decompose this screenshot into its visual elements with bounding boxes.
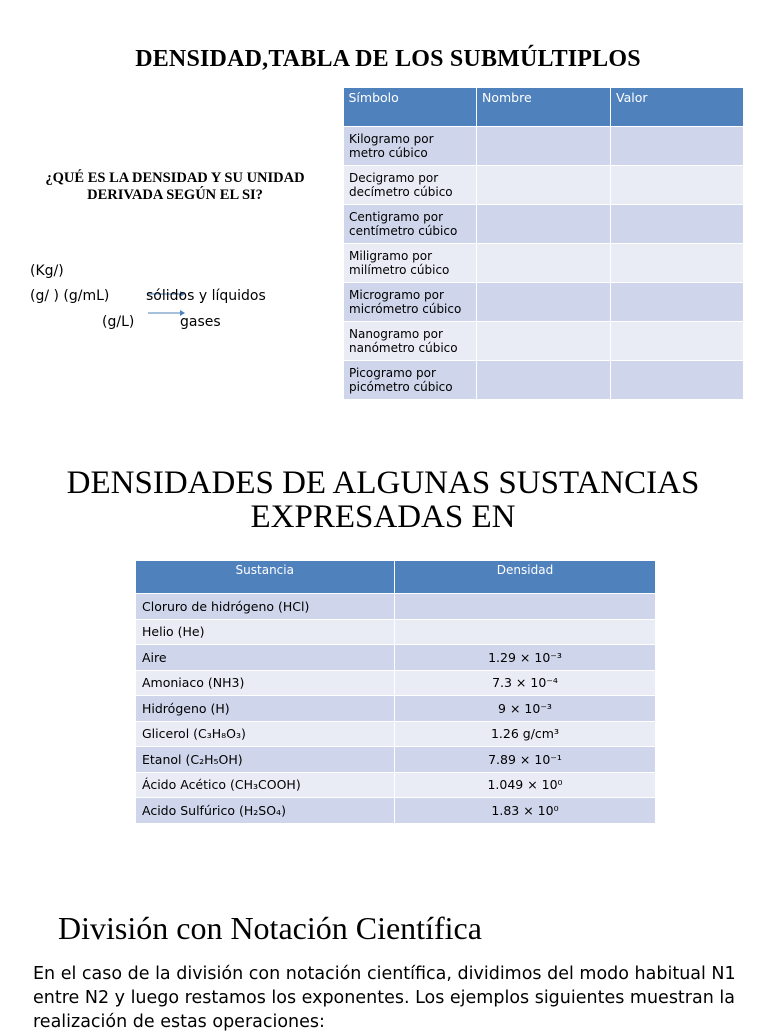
solids-liquids-label: sólidos y líquidos (146, 288, 266, 304)
cell-simbolo: Decigramo por decímetro cúbico (344, 166, 477, 205)
submultiples-table (343, 88, 744, 400)
gases-label: gases (180, 314, 221, 330)
cell-valor (611, 205, 744, 244)
header-sustancia: Sustancia (136, 561, 395, 594)
header-nombre: Nombre (477, 88, 611, 127)
header-densidad: Densidad (395, 561, 656, 594)
cell-simbolo: Microgramo por micrómetro cúbico (344, 283, 477, 322)
cell-nombre (477, 283, 611, 322)
cell-densidad: 7.3 × 10⁻⁴ (395, 670, 656, 696)
table-row (344, 322, 744, 361)
cell-nombre (477, 205, 611, 244)
densities-table (135, 561, 656, 824)
cell-nombre (477, 361, 611, 400)
cell-sustancia: Hidrógeno (H) (136, 696, 395, 722)
table-row (344, 166, 744, 205)
page-title: DENSIDAD,TABLA DE LOS SUBMÚLTIPLOS (135, 46, 641, 72)
table-row (344, 205, 744, 244)
cell-simbolo: Picogramo por picómetro cúbico (344, 361, 477, 400)
cell-sustancia: Etanol (C₂H₅OH) (136, 747, 395, 773)
cell-simbolo: Centigramo por centímetro cúbico (344, 205, 477, 244)
cell-nombre (477, 244, 611, 283)
table-row (136, 645, 656, 671)
table-row (136, 670, 656, 696)
header-valor: Valor (611, 88, 744, 127)
cell-nombre (477, 127, 611, 166)
unit-g-ml: (g/ ) (g/mL) (30, 288, 110, 304)
cell-valor (611, 244, 744, 283)
table-row (344, 127, 744, 166)
division-title: División con Notación Científica (58, 910, 482, 946)
cell-densidad: 1.26 g/cm³ (395, 721, 656, 747)
cell-densidad: 9 × 10⁻³ (395, 696, 656, 722)
cell-nombre (477, 322, 611, 361)
cell-sustancia: Acido Sulfúrico (H₂SO₄) (136, 798, 395, 824)
cell-densidad: 1.049 × 10⁰ (395, 772, 656, 798)
cell-sustancia: Ácido Acético (CH₃COOH) (136, 772, 395, 798)
cell-densidad: 1.83 × 10⁰ (395, 798, 656, 824)
table-row (136, 619, 656, 645)
cell-simbolo: Nanogramo por nanómetro cúbico (344, 322, 477, 361)
table-row (136, 696, 656, 722)
table-row (136, 721, 656, 747)
cell-densidad: 7.89 × 10⁻¹ (395, 747, 656, 773)
table-row (136, 772, 656, 798)
table-row (136, 747, 656, 773)
cell-simbolo: Miligramo por milímetro cúbico (344, 244, 477, 283)
unit-g-l: (g/L) (102, 314, 135, 330)
table-row (344, 361, 744, 400)
cell-sustancia: Helio (He) (136, 619, 395, 645)
table-header-row (136, 561, 656, 594)
densities-title: DENSIDADES DE ALGUNAS SUSTANCIAS EXPRESADAS EN (66, 465, 700, 535)
cell-sustancia: Amoniaco (NH3) (136, 670, 395, 696)
division-paragraph: En el caso de la división con notación científica, dividimos del modo habitual N1 entre N2 y luego restamos los exponentes. Los ejemplos siguientes muestran la realización de estas operaciones: (33, 964, 736, 1032)
cell-sustancia: Glicerol (C₃H₈O₃) (136, 721, 395, 747)
cell-nombre (477, 166, 611, 205)
cell-sustancia: Aire (136, 645, 395, 671)
cell-valor (611, 361, 744, 400)
table-row (344, 244, 744, 283)
cell-valor (611, 166, 744, 205)
table-row (136, 798, 656, 824)
table-row (344, 283, 744, 322)
cell-valor (611, 127, 744, 166)
table-row (136, 594, 656, 620)
cell-simbolo: Kilogramo por metro cúbico (344, 127, 477, 166)
cell-densidad (395, 594, 656, 620)
header-simbolo: Símbolo (344, 88, 477, 127)
cell-sustancia: Cloruro de hidrógeno (HCl) (136, 594, 395, 620)
density-question: ¿QUÉ ES LA DENSIDAD Y SU UNIDAD DERIVADA SEGÚN EL SI? (45, 170, 305, 203)
cell-densidad (395, 619, 656, 645)
cell-valor (611, 283, 744, 322)
cell-densidad: 1.29 × 10⁻³ (395, 645, 656, 671)
table-header-row (344, 88, 744, 127)
cell-valor (611, 322, 744, 361)
unit-kg: (Kg/) (30, 263, 64, 279)
